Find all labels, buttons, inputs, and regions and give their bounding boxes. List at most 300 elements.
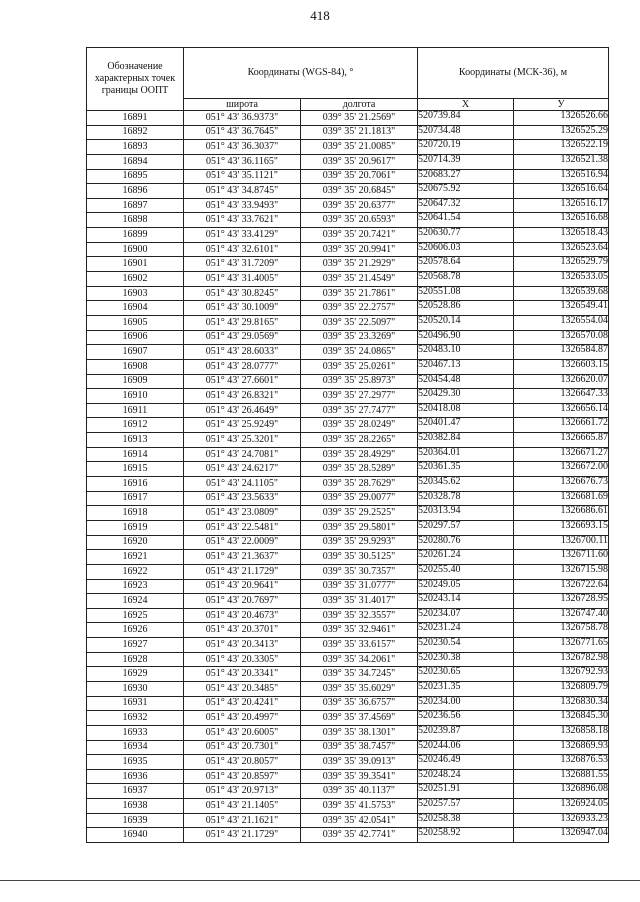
longitude-cell: 039° 35' 27.7477" xyxy=(301,403,418,418)
longitude-cell: 039° 35' 28.0249" xyxy=(301,418,418,433)
x-coordinate-cell: 520528.86 xyxy=(418,301,514,316)
y-coordinate-cell: 1326771.65 xyxy=(514,638,609,653)
longitude-cell: 039° 35' 20.9617" xyxy=(301,154,418,169)
table-row xyxy=(87,535,609,550)
table-row xyxy=(87,711,609,726)
point-id-cell: 16899 xyxy=(87,228,184,243)
table-row xyxy=(87,198,609,213)
coordinates-table xyxy=(86,47,609,843)
x-coordinate-cell: 520483.10 xyxy=(418,345,514,360)
table-row xyxy=(87,799,609,814)
y-coordinate-cell: 1326672.00 xyxy=(514,462,609,477)
longitude-cell: 039° 35' 25.0261" xyxy=(301,359,418,374)
longitude-cell: 039° 35' 28.4929" xyxy=(301,447,418,462)
latitude-cell: 051° 43' 20.4241" xyxy=(184,696,301,711)
table-row xyxy=(87,154,609,169)
y-coordinate-cell: 1326526.66 xyxy=(514,111,609,126)
table-row xyxy=(87,608,609,623)
y-coordinate-cell: 1326711.60 xyxy=(514,550,609,565)
longitude-cell: 039° 35' 24.0865" xyxy=(301,345,418,360)
x-coordinate-cell: 520239.87 xyxy=(418,725,514,740)
longitude-cell: 039° 35' 20.6377" xyxy=(301,198,418,213)
longitude-cell: 039° 35' 20.6845" xyxy=(301,184,418,199)
y-coordinate-cell: 1326523.64 xyxy=(514,242,609,257)
latitude-cell: 051° 43' 20.8597" xyxy=(184,769,301,784)
y-coordinate-cell: 1326584.87 xyxy=(514,345,609,360)
y-coordinate-cell: 1326533.05 xyxy=(514,272,609,287)
x-coordinate-cell: 520401.47 xyxy=(418,418,514,433)
table-row xyxy=(87,623,609,638)
point-id-cell: 16893 xyxy=(87,140,184,155)
table-row xyxy=(87,389,609,404)
longitude-cell: 039° 35' 29.9293" xyxy=(301,535,418,550)
longitude-cell: 039° 35' 36.6757" xyxy=(301,696,418,711)
y-coordinate-cell: 1326516.17 xyxy=(514,198,609,213)
point-id-cell: 16939 xyxy=(87,813,184,828)
longitude-cell: 039° 35' 21.2929" xyxy=(301,257,418,272)
table-row xyxy=(87,374,609,389)
latitude-cell: 051° 43' 20.3341" xyxy=(184,667,301,682)
table-row xyxy=(87,564,609,579)
y-coordinate-cell: 1326693.15 xyxy=(514,520,609,535)
longitude-cell: 039° 35' 21.4549" xyxy=(301,272,418,287)
latitude-cell: 051° 43' 36.3037" xyxy=(184,140,301,155)
x-coordinate-cell: 520244.06 xyxy=(418,740,514,755)
y-coordinate-cell: 1326896.08 xyxy=(514,784,609,799)
latitude-cell: 051° 43' 23.5633" xyxy=(184,491,301,506)
x-coordinate-cell: 520418.08 xyxy=(418,403,514,418)
latitude-cell: 051° 43' 32.6101" xyxy=(184,242,301,257)
x-coordinate-cell: 520683.27 xyxy=(418,169,514,184)
y-coordinate-cell: 1326681.69 xyxy=(514,491,609,506)
table-row xyxy=(87,491,609,506)
y-coordinate-cell: 1326671.27 xyxy=(514,447,609,462)
y-coordinate-cell: 1326676.73 xyxy=(514,477,609,492)
longitude-cell: 039° 35' 41.5753" xyxy=(301,799,418,814)
x-coordinate-cell: 520234.07 xyxy=(418,608,514,623)
latitude-cell: 051° 43' 21.1405" xyxy=(184,799,301,814)
longitude-cell: 039° 35' 42.0541" xyxy=(301,813,418,828)
x-coordinate-cell: 520568.78 xyxy=(418,272,514,287)
table-row xyxy=(87,418,609,433)
table-row xyxy=(87,681,609,696)
longitude-cell: 039° 35' 20.7061" xyxy=(301,169,418,184)
table-row xyxy=(87,272,609,287)
x-coordinate-cell: 520230.54 xyxy=(418,638,514,653)
y-coordinate-cell: 1326881.55 xyxy=(514,769,609,784)
y-coordinate-cell: 1326620.07 xyxy=(514,374,609,389)
table-row xyxy=(87,403,609,418)
longitude-cell: 039° 35' 31.0777" xyxy=(301,579,418,594)
longitude-cell: 039° 35' 20.6593" xyxy=(301,213,418,228)
point-id-cell: 16907 xyxy=(87,345,184,360)
table-row xyxy=(87,301,609,316)
table-row xyxy=(87,345,609,360)
x-coordinate-cell: 520520.14 xyxy=(418,315,514,330)
longitude-cell: 039° 35' 20.9941" xyxy=(301,242,418,257)
table-row xyxy=(87,828,609,843)
longitude-cell: 039° 35' 38.7457" xyxy=(301,740,418,755)
latitude-cell: 051° 43' 29.0569" xyxy=(184,330,301,345)
point-id-cell: 16940 xyxy=(87,828,184,843)
longitude-cell: 039° 35' 32.9461" xyxy=(301,623,418,638)
table-row xyxy=(87,286,609,301)
point-id-cell: 16895 xyxy=(87,169,184,184)
point-id-cell: 16936 xyxy=(87,769,184,784)
point-id-cell: 16931 xyxy=(87,696,184,711)
y-coordinate-cell: 1326858.18 xyxy=(514,725,609,740)
x-coordinate-cell: 520257.57 xyxy=(418,799,514,814)
longitude-cell: 039° 35' 22.2757" xyxy=(301,301,418,316)
point-id-cell: 16932 xyxy=(87,711,184,726)
x-coordinate-cell: 520454.48 xyxy=(418,374,514,389)
table-row xyxy=(87,477,609,492)
latitude-cell: 051° 43' 20.7697" xyxy=(184,594,301,609)
x-coordinate-cell: 520255.40 xyxy=(418,564,514,579)
longitude-cell: 039° 35' 32.3557" xyxy=(301,608,418,623)
latitude-cell: 051° 43' 20.4673" xyxy=(184,608,301,623)
table-row xyxy=(87,725,609,740)
point-id-cell: 16927 xyxy=(87,638,184,653)
table-row xyxy=(87,594,609,609)
y-coordinate-cell: 1326656.14 xyxy=(514,403,609,418)
latitude-cell: 051° 43' 21.1621" xyxy=(184,813,301,828)
longitude-cell: 039° 35' 31.4017" xyxy=(301,594,418,609)
point-id-cell: 16916 xyxy=(87,477,184,492)
point-id-cell: 16904 xyxy=(87,301,184,316)
longitude-cell: 039° 35' 35.6029" xyxy=(301,681,418,696)
point-id-cell: 16925 xyxy=(87,608,184,623)
table-row xyxy=(87,359,609,374)
x-coordinate-cell: 520246.49 xyxy=(418,755,514,770)
point-id-cell: 16922 xyxy=(87,564,184,579)
latitude-cell: 051° 43' 20.3701" xyxy=(184,623,301,638)
y-coordinate-cell: 1326782.98 xyxy=(514,652,609,667)
y-coordinate-cell: 1326665.87 xyxy=(514,433,609,448)
longitude-cell: 039° 35' 28.7629" xyxy=(301,477,418,492)
table-row xyxy=(87,447,609,462)
latitude-cell: 051° 43' 22.5481" xyxy=(184,520,301,535)
x-coordinate-cell: 520313.94 xyxy=(418,506,514,521)
point-id-cell: 16913 xyxy=(87,433,184,448)
y-coordinate-cell: 1326554.04 xyxy=(514,315,609,330)
x-coordinate-cell: 520361.35 xyxy=(418,462,514,477)
table-row xyxy=(87,184,609,199)
x-coordinate-cell: 520231.35 xyxy=(418,681,514,696)
latitude-cell: 051° 43' 20.8057" xyxy=(184,755,301,770)
x-coordinate-cell: 520675.92 xyxy=(418,184,514,199)
point-id-cell: 16905 xyxy=(87,315,184,330)
header-y: У xyxy=(514,99,609,111)
page-number: 418 xyxy=(310,8,330,23)
longitude-cell: 039° 35' 28.5289" xyxy=(301,462,418,477)
table-row xyxy=(87,125,609,140)
table-row xyxy=(87,784,609,799)
latitude-cell: 051° 43' 22.0009" xyxy=(184,535,301,550)
longitude-cell: 039° 35' 29.0077" xyxy=(301,491,418,506)
x-coordinate-cell: 520630.77 xyxy=(418,228,514,243)
latitude-cell: 051° 43' 31.7209" xyxy=(184,257,301,272)
longitude-cell: 039° 35' 38.1301" xyxy=(301,725,418,740)
longitude-cell: 039° 35' 22.5097" xyxy=(301,315,418,330)
y-coordinate-cell: 1326570.08 xyxy=(514,330,609,345)
y-coordinate-cell: 1326529.79 xyxy=(514,257,609,272)
latitude-cell: 051° 43' 24.6217" xyxy=(184,462,301,477)
x-coordinate-cell: 520328.78 xyxy=(418,491,514,506)
table-row xyxy=(87,228,609,243)
y-coordinate-cell: 1326792.93 xyxy=(514,667,609,682)
longitude-cell: 039° 35' 42.7741" xyxy=(301,828,418,843)
latitude-cell: 051° 43' 20.7301" xyxy=(184,740,301,755)
y-coordinate-cell: 1326522.19 xyxy=(514,140,609,155)
point-id-cell: 16892 xyxy=(87,125,184,140)
point-id-cell: 16906 xyxy=(87,330,184,345)
point-id-cell: 16910 xyxy=(87,389,184,404)
x-coordinate-cell: 520231.24 xyxy=(418,623,514,638)
latitude-cell: 051° 43' 26.8321" xyxy=(184,389,301,404)
point-id-cell: 16923 xyxy=(87,579,184,594)
point-id-cell: 16894 xyxy=(87,154,184,169)
x-coordinate-cell: 520258.38 xyxy=(418,813,514,828)
longitude-cell: 039° 35' 34.7245" xyxy=(301,667,418,682)
point-id-cell: 16896 xyxy=(87,184,184,199)
y-coordinate-cell: 1326686.61 xyxy=(514,506,609,521)
y-coordinate-cell: 1326809.79 xyxy=(514,681,609,696)
table-row xyxy=(87,462,609,477)
x-coordinate-cell: 520297.57 xyxy=(418,520,514,535)
latitude-cell: 051° 43' 20.3413" xyxy=(184,638,301,653)
latitude-cell: 051° 43' 34.8745" xyxy=(184,184,301,199)
longitude-cell: 039° 35' 33.6157" xyxy=(301,638,418,653)
table-row xyxy=(87,520,609,535)
latitude-cell: 051° 43' 27.6601" xyxy=(184,374,301,389)
point-id-cell: 16901 xyxy=(87,257,184,272)
point-id-cell: 16928 xyxy=(87,652,184,667)
point-id-cell: 16938 xyxy=(87,799,184,814)
x-coordinate-cell: 520720.19 xyxy=(418,140,514,155)
point-id-cell: 16914 xyxy=(87,447,184,462)
x-coordinate-cell: 520261.24 xyxy=(418,550,514,565)
x-coordinate-cell: 520249.05 xyxy=(418,579,514,594)
x-coordinate-cell: 520248.24 xyxy=(418,769,514,784)
table-row xyxy=(87,242,609,257)
x-coordinate-cell: 520230.38 xyxy=(418,652,514,667)
point-id-cell: 16937 xyxy=(87,784,184,799)
x-coordinate-cell: 520641.54 xyxy=(418,213,514,228)
point-id-cell: 16900 xyxy=(87,242,184,257)
table-row xyxy=(87,257,609,272)
latitude-cell: 051° 43' 25.9249" xyxy=(184,418,301,433)
point-id-cell: 16930 xyxy=(87,681,184,696)
point-id-cell: 16919 xyxy=(87,520,184,535)
longitude-cell: 039° 35' 23.3269" xyxy=(301,330,418,345)
header-longitude: долгота xyxy=(301,99,418,111)
point-id-cell: 16909 xyxy=(87,374,184,389)
latitude-cell: 051° 43' 30.8245" xyxy=(184,286,301,301)
point-id-cell: 16898 xyxy=(87,213,184,228)
x-coordinate-cell: 520236.56 xyxy=(418,711,514,726)
y-coordinate-cell: 1326924.05 xyxy=(514,799,609,814)
longitude-cell: 039° 35' 30.5125" xyxy=(301,550,418,565)
y-coordinate-cell: 1326518.43 xyxy=(514,228,609,243)
table-row xyxy=(87,433,609,448)
latitude-cell: 051° 43' 20.3485" xyxy=(184,681,301,696)
table-row xyxy=(87,213,609,228)
longitude-cell: 039° 35' 27.2977" xyxy=(301,389,418,404)
latitude-cell: 051° 43' 20.9713" xyxy=(184,784,301,799)
longitude-cell: 039° 35' 29.2525" xyxy=(301,506,418,521)
x-coordinate-cell: 520734.48 xyxy=(418,125,514,140)
x-coordinate-cell: 520243.14 xyxy=(418,594,514,609)
latitude-cell: 051° 43' 21.1729" xyxy=(184,828,301,843)
y-coordinate-cell: 1326830.34 xyxy=(514,696,609,711)
longitude-cell: 039° 35' 39.3541" xyxy=(301,769,418,784)
coordinates-table-container xyxy=(86,47,608,843)
x-coordinate-cell: 520429.30 xyxy=(418,389,514,404)
table-row xyxy=(87,330,609,345)
point-id-cell: 16921 xyxy=(87,550,184,565)
table-row xyxy=(87,111,609,126)
table-row xyxy=(87,315,609,330)
point-id-cell: 16929 xyxy=(87,667,184,682)
point-id-cell: 16912 xyxy=(87,418,184,433)
table-row xyxy=(87,813,609,828)
y-coordinate-cell: 1326869.93 xyxy=(514,740,609,755)
table-row xyxy=(87,696,609,711)
y-coordinate-cell: 1326758.78 xyxy=(514,623,609,638)
longitude-cell: 039° 35' 40.1137" xyxy=(301,784,418,799)
latitude-cell: 051° 43' 30.1009" xyxy=(184,301,301,316)
longitude-cell: 039° 35' 21.7861" xyxy=(301,286,418,301)
point-id-cell: 16926 xyxy=(87,623,184,638)
longitude-cell: 039° 35' 37.4569" xyxy=(301,711,418,726)
x-coordinate-cell: 520382.84 xyxy=(418,433,514,448)
table-row xyxy=(87,740,609,755)
x-coordinate-cell: 520234.00 xyxy=(418,696,514,711)
point-id-cell: 16902 xyxy=(87,272,184,287)
latitude-cell: 051° 43' 25.3201" xyxy=(184,433,301,448)
y-coordinate-cell: 1326516.64 xyxy=(514,184,609,199)
latitude-cell: 051° 43' 31.4005" xyxy=(184,272,301,287)
latitude-cell: 051° 43' 36.1165" xyxy=(184,154,301,169)
y-coordinate-cell: 1326516.68 xyxy=(514,213,609,228)
latitude-cell: 051° 43' 21.1729" xyxy=(184,564,301,579)
table-body xyxy=(87,111,609,843)
point-id-cell: 16924 xyxy=(87,594,184,609)
y-coordinate-cell: 1326603.15 xyxy=(514,359,609,374)
latitude-cell: 051° 43' 20.4997" xyxy=(184,711,301,726)
y-coordinate-cell: 1326521.38 xyxy=(514,154,609,169)
y-coordinate-cell: 1326747.40 xyxy=(514,608,609,623)
longitude-cell: 039° 35' 30.7357" xyxy=(301,564,418,579)
table-row xyxy=(87,652,609,667)
x-coordinate-cell: 520647.32 xyxy=(418,198,514,213)
y-coordinate-cell: 1326947.04 xyxy=(514,828,609,843)
x-coordinate-cell: 520739.84 xyxy=(418,111,514,126)
y-coordinate-cell: 1326549.41 xyxy=(514,301,609,316)
table-row xyxy=(87,638,609,653)
y-coordinate-cell: 1326516.94 xyxy=(514,169,609,184)
x-coordinate-cell: 520280.76 xyxy=(418,535,514,550)
latitude-cell: 051° 43' 36.7645" xyxy=(184,125,301,140)
y-coordinate-cell: 1326525.29 xyxy=(514,125,609,140)
latitude-cell: 051° 43' 26.4649" xyxy=(184,403,301,418)
y-coordinate-cell: 1326661.72 xyxy=(514,418,609,433)
latitude-cell: 051° 43' 33.7621" xyxy=(184,213,301,228)
table-row xyxy=(87,579,609,594)
latitude-cell: 051° 43' 33.9493" xyxy=(184,198,301,213)
table-row xyxy=(87,755,609,770)
y-coordinate-cell: 1326647.33 xyxy=(514,389,609,404)
table-row xyxy=(87,169,609,184)
point-id-cell: 16917 xyxy=(87,491,184,506)
x-coordinate-cell: 520230.65 xyxy=(418,667,514,682)
longitude-cell: 039° 35' 34.2061" xyxy=(301,652,418,667)
header-wgs84-coordinates: Координаты (WGS-84), ° xyxy=(184,48,418,99)
y-coordinate-cell: 1326845.30 xyxy=(514,711,609,726)
latitude-cell: 051° 43' 24.1105" xyxy=(184,477,301,492)
y-coordinate-cell: 1326539.68 xyxy=(514,286,609,301)
longitude-cell: 039° 35' 29.5801" xyxy=(301,520,418,535)
point-id-cell: 16915 xyxy=(87,462,184,477)
table-row xyxy=(87,550,609,565)
latitude-cell: 051° 43' 23.0809" xyxy=(184,506,301,521)
latitude-cell: 051° 43' 20.9641" xyxy=(184,579,301,594)
table-row xyxy=(87,769,609,784)
header-latitude: широта xyxy=(184,99,301,111)
latitude-cell: 051° 43' 36.9373" xyxy=(184,111,301,126)
x-coordinate-cell: 520467.13 xyxy=(418,359,514,374)
latitude-cell: 051° 43' 20.3305" xyxy=(184,652,301,667)
y-coordinate-cell: 1326876.53 xyxy=(514,755,609,770)
x-coordinate-cell: 520496.90 xyxy=(418,330,514,345)
latitude-cell: 051° 43' 21.3637" xyxy=(184,550,301,565)
point-id-cell: 16933 xyxy=(87,725,184,740)
latitude-cell: 051° 43' 24.7081" xyxy=(184,447,301,462)
table-row xyxy=(87,667,609,682)
y-coordinate-cell: 1326700.11 xyxy=(514,535,609,550)
x-coordinate-cell: 520606.03 xyxy=(418,242,514,257)
latitude-cell: 051° 43' 33.4129" xyxy=(184,228,301,243)
page-bottom-divider xyxy=(0,880,640,881)
latitude-cell: 051° 43' 20.6005" xyxy=(184,725,301,740)
point-id-cell: 16911 xyxy=(87,403,184,418)
longitude-cell: 039° 35' 25.8973" xyxy=(301,374,418,389)
x-coordinate-cell: 520345.62 xyxy=(418,477,514,492)
x-coordinate-cell: 520714.39 xyxy=(418,154,514,169)
y-coordinate-cell: 1326715.98 xyxy=(514,564,609,579)
longitude-cell: 039° 35' 20.7421" xyxy=(301,228,418,243)
longitude-cell: 039° 35' 39.0913" xyxy=(301,755,418,770)
longitude-cell: 039° 35' 21.0085" xyxy=(301,140,418,155)
longitude-cell: 039° 35' 28.2265" xyxy=(301,433,418,448)
x-coordinate-cell: 520251.91 xyxy=(418,784,514,799)
longitude-cell: 039° 35' 21.2569" xyxy=(301,111,418,126)
point-id-cell: 16903 xyxy=(87,286,184,301)
table-row xyxy=(87,506,609,521)
point-id-cell: 16891 xyxy=(87,111,184,126)
header-x: X xyxy=(418,99,514,111)
longitude-cell: 039° 35' 21.1813" xyxy=(301,125,418,140)
point-id-cell: 16918 xyxy=(87,506,184,521)
point-id-cell: 16920 xyxy=(87,535,184,550)
header-point-designation: Обозначение характерных точек границы ООПТ xyxy=(87,48,184,111)
latitude-cell: 051° 43' 28.6033" xyxy=(184,345,301,360)
y-coordinate-cell: 1326728.95 xyxy=(514,594,609,609)
y-coordinate-cell: 1326933.23 xyxy=(514,813,609,828)
y-coordinate-cell: 1326722.64 xyxy=(514,579,609,594)
x-coordinate-cell: 520364.01 xyxy=(418,447,514,462)
